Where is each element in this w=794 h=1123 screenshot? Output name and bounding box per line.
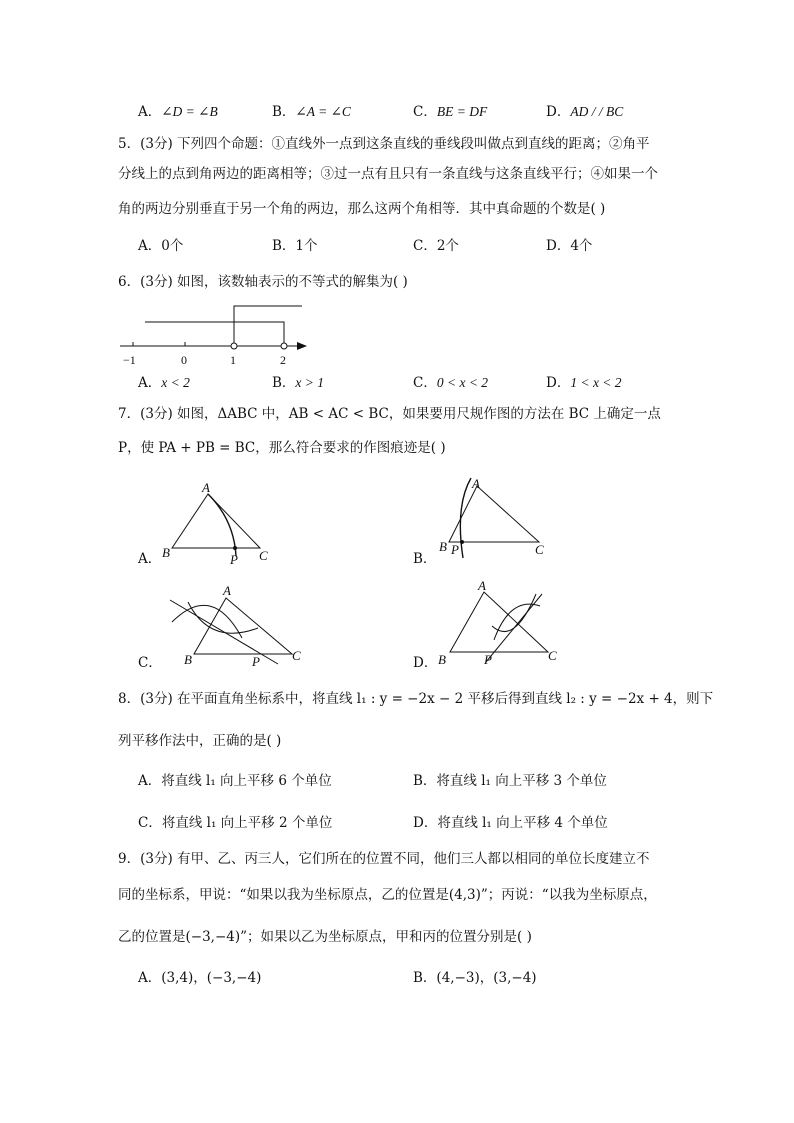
q6-option-a bbox=[138, 376, 190, 391]
q5-stem-line1: 5．(3分) 下列四个命题：①直线外一点到这条直线的垂线段叫做点到直线的距离；②角平 bbox=[118, 136, 650, 152]
q9-stem-line3: 乙的位置是(−3,−4)”；如果以乙为坐标原点，甲和丙的位置分别是( ) bbox=[118, 929, 532, 945]
option-letter: D． bbox=[546, 104, 571, 120]
option-letter: A． bbox=[138, 773, 162, 789]
option-letter: B． bbox=[413, 773, 437, 789]
label-a: A bbox=[472, 476, 480, 491]
q5-stem-line3: 角的两边分别垂直于另一个角的两边，那么这两个角相等．其中真命题的个数是( ) bbox=[118, 201, 606, 217]
q5-stem-line2: 分线上的点到角两边的距离相等；③过一点有且只有一条直线与这条直线平行；④如果一个 bbox=[118, 166, 658, 182]
option-text: 将直线 l₁ 向上平移 6 个单位 bbox=[161, 773, 332, 789]
label-b: B bbox=[162, 545, 170, 560]
option-letter: C． bbox=[413, 238, 437, 254]
option-text: 将直线 l₁ 向上平移 3 个单位 bbox=[436, 773, 607, 789]
q6-stem-line1: 6．(3分) 如图，该数轴表示的不等式的解集为( ) bbox=[118, 274, 408, 290]
q9-option-a bbox=[138, 972, 261, 986]
q7-option-c: C． bbox=[138, 655, 162, 671]
q8-option-c bbox=[138, 817, 332, 831]
figure-a-triangle bbox=[160, 480, 290, 570]
option-text: ∠D = ∠B bbox=[161, 104, 218, 119]
construction-arc-lower bbox=[188, 602, 258, 633]
option-letter: D． bbox=[413, 815, 438, 831]
option-letter: C． bbox=[413, 104, 437, 120]
q8-stem-line1: 8．(3分) 在平面直角坐标系中，将直线 l₁ : y = −2x − 2 平移后得到直线 l₂ : y = −2x + 4，则下 bbox=[118, 691, 714, 707]
option-letter: A． bbox=[138, 104, 162, 120]
q7-stem-line2: P，使 PA + PB = BC，那么符合要求的作图痕迹是( ) bbox=[118, 440, 446, 456]
option-text: 将直线 l₁ 向上平移 4 个单位 bbox=[437, 815, 608, 831]
arrow-icon bbox=[297, 342, 307, 350]
point-p bbox=[460, 540, 464, 544]
range-x-less-than-2 bbox=[145, 322, 284, 346]
label-p: P bbox=[230, 552, 238, 567]
tick-label: 0 bbox=[181, 353, 187, 367]
option-letter: B． bbox=[272, 238, 296, 254]
q6-option-d bbox=[546, 376, 622, 391]
option-letter: A． bbox=[138, 970, 162, 986]
option-letter: C． bbox=[138, 815, 162, 831]
option-text: 1 < x < 2 bbox=[570, 375, 622, 390]
q7-option-d: D． bbox=[413, 655, 438, 671]
construction-arc-lower bbox=[492, 594, 536, 632]
q5-option-d bbox=[546, 240, 592, 254]
label-p: P bbox=[484, 652, 492, 667]
option-letter: A． bbox=[138, 238, 162, 254]
q8-stem-line2: 列平移作法中，正确的是( ) bbox=[118, 733, 282, 749]
label-c: C bbox=[535, 542, 544, 557]
option-text: 0个 bbox=[161, 238, 184, 254]
construction-arc bbox=[208, 494, 236, 556]
q4-option-b bbox=[272, 105, 351, 120]
tick-label: 1 bbox=[230, 353, 236, 367]
q5-option-a bbox=[138, 240, 183, 254]
triangle-abc bbox=[449, 486, 539, 542]
option-text: 0 < x < 2 bbox=[436, 375, 489, 390]
q5-option-c bbox=[413, 240, 459, 254]
tick-label: −1 bbox=[123, 353, 136, 367]
q4-option-a bbox=[138, 105, 218, 120]
label-c: C bbox=[292, 648, 301, 663]
q8-option-d bbox=[413, 817, 608, 831]
q4-option-d bbox=[546, 105, 623, 120]
option-letter: A． bbox=[138, 375, 162, 391]
construction-arc bbox=[460, 478, 471, 558]
q8-option-a bbox=[138, 775, 332, 789]
label-a: A bbox=[478, 578, 486, 593]
q6-option-c bbox=[413, 376, 488, 391]
option-letter: D． bbox=[546, 238, 571, 254]
option-text: (4,−3)，(3,−4) bbox=[436, 970, 537, 986]
option-letter: B． bbox=[272, 104, 296, 120]
option-text: 2个 bbox=[436, 238, 459, 254]
q8-option-b bbox=[413, 775, 607, 789]
range-x-greater-than-1 bbox=[234, 306, 302, 346]
q7-option-b: B． bbox=[413, 551, 437, 567]
figure-b-triangle bbox=[435, 476, 565, 566]
option-text: AD / / BC bbox=[570, 104, 624, 119]
point-p bbox=[233, 546, 237, 550]
option-text: 将直线 l₁ 向上平移 2 个单位 bbox=[161, 815, 333, 831]
option-letter: D． bbox=[546, 375, 571, 391]
label-p: P bbox=[252, 654, 260, 669]
q4-option-c bbox=[413, 105, 487, 120]
option-letter: B． bbox=[413, 970, 437, 986]
figure-c-triangle bbox=[160, 582, 310, 672]
q6-option-b bbox=[272, 376, 324, 391]
option-letter: C． bbox=[413, 375, 437, 391]
q7-stem-line1: 7．(3分) 如图，ΔABC 中，AB < AC < BC，如果要用尺规作图的方法在 BC 上确定一点 bbox=[118, 406, 661, 422]
q9-option-b bbox=[413, 972, 537, 986]
option-text: BE = DF bbox=[436, 104, 488, 119]
label-b: B bbox=[184, 652, 192, 667]
open-circle-1 bbox=[231, 343, 237, 349]
q9-stem-line1: 9．(3分) 有甲、乙、丙三人，它们所在的位置不同，他们三人都以相同的单位长度建立不 bbox=[118, 851, 650, 867]
open-circle-2 bbox=[281, 343, 287, 349]
option-text: (3,4)，(−3,−4) bbox=[161, 970, 262, 986]
option-text: 4个 bbox=[570, 238, 593, 254]
q7-option-a: A． bbox=[138, 551, 162, 567]
option-letter: B． bbox=[272, 375, 296, 391]
option-text: x > 1 bbox=[295, 375, 325, 390]
number-line-figure bbox=[115, 302, 315, 372]
label-a: A bbox=[202, 480, 210, 495]
q9-stem-line2: 同的坐标系，甲说：“如果以我为坐标原点，乙的位置是(4,3)”；丙说：“以我为坐标原点， bbox=[118, 887, 657, 903]
label-c: C bbox=[548, 648, 557, 663]
construction-arc-upper bbox=[494, 604, 540, 640]
label-a: A bbox=[223, 583, 231, 598]
option-text: 1个 bbox=[295, 238, 318, 254]
option-text: ∠A = ∠C bbox=[295, 104, 351, 119]
tick-label: 2 bbox=[280, 353, 286, 367]
figure-d-triangle bbox=[430, 578, 570, 668]
q5-option-b bbox=[272, 240, 318, 254]
option-text: x < 2 bbox=[161, 375, 190, 390]
triangle-abc bbox=[194, 598, 292, 654]
label-c: C bbox=[259, 548, 268, 563]
label-b: B bbox=[439, 539, 447, 554]
label-b: B bbox=[438, 652, 446, 667]
label-p: P bbox=[451, 542, 459, 557]
